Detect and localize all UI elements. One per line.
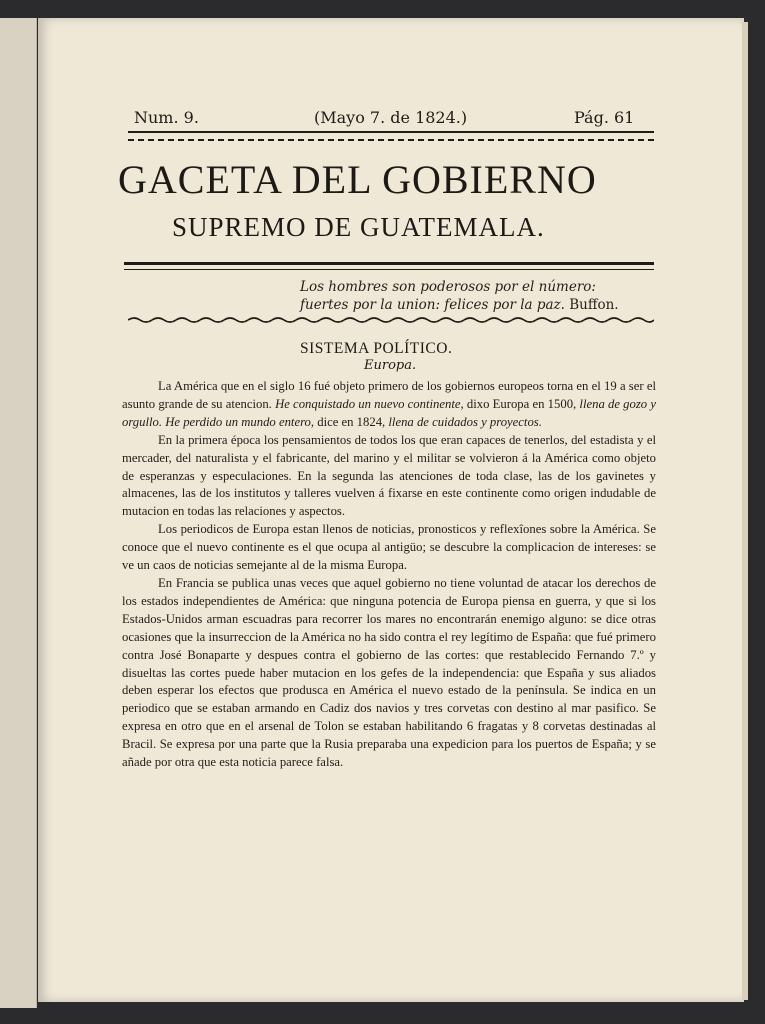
newspaper-title: GACETA DEL GOBIERNO	[118, 157, 597, 202]
facing-page-edge	[0, 18, 37, 1008]
paragraph-1-quote-b: llena de gozo y orgullo. He perdido un mundo entero	[122, 396, 656, 429]
ornamental-wave-rule	[128, 316, 654, 324]
page-stack-edge	[742, 22, 748, 1000]
section-subtitle: Europa.	[364, 358, 417, 373]
paragraph-1-part-c: , dixo Europa en 1500,	[460, 396, 580, 411]
masthead-header	[96, 108, 656, 132]
paragraph-1-part-a: La América que en el siglo 16 fué objeto primero de los gobiernos europeos torna en el 19 a ser el asunto grande de su atencion.	[122, 379, 656, 411]
paragraph-1	[122, 378, 656, 432]
motto-author: Buffon.	[569, 297, 619, 313]
paragraph-1-part-e: , dice en 1824,	[310, 414, 389, 429]
issue-number: Num. 9.	[134, 108, 199, 127]
newspaper-subtitle: SUPREMO DE GUATEMALA.	[172, 212, 545, 242]
paragraph-3: Los periodicos de Europa estan llenos de noticias, pronosticos y reflexîones sobre la América. Se conoce que el nuevo continente es el que ocupa al antigüo; se descubre la complicacion de intereses: se ve un caos de noticias semejante al de la misma Europa.	[122, 522, 656, 573]
page-number: Pág. 61	[574, 108, 635, 127]
paragraph-4: En Francia se publica unas veces que aquel gobierno no tiene voluntad de atacar los derechos de los estados independientes de América: que ninguna potencia de Europa piensa en guerra, y que si los Estados-Unidos arman escuadras para recorrer los mares no encontrarán enemigo alguno: se dice otras ocasiones que la insurreccion de la América no ha sido contra el rey legítimo de España: que fué primero contra José Bonaparte y despues contra el gobierno de las cortes: que restablecido Fernando 7.º y disueltas las cortes puede haber mutacion en los gefes de la independencia: que España y sus aliados deben esperar los efectos que produsca en América el nuevo estado de la península. Se indica en un periodico que se estaban armando en Cadiz dos navios y tres corvetas con destino al mar pasifico. Se expresa en otro que en el arsenal de Tolon se estaban habilitando 6 fragatas y 8 corvetas destinadas al Bracil. Se expresa por una parte que la Rusia preparaba una expedicion para los puertos de España; y se añade por otra que esta noticia parece falsa.	[122, 575, 656, 770]
motto-line-1: Los hombres son poderosos por el número:	[300, 279, 596, 295]
title-rule	[124, 262, 654, 270]
article-body	[122, 378, 656, 772]
motto	[300, 278, 656, 314]
paragraph-1-quote-c: llena de cuidados y proyectos.	[388, 414, 542, 429]
motto-line-2-text: fuertes por la union: felices por la paz.	[300, 297, 565, 313]
issue-date: (Mayo 7. de 1824.)	[314, 108, 468, 127]
paragraph-1-quote-a: He conquistado un nuevo continente	[275, 396, 461, 411]
motto-line-2	[300, 296, 656, 314]
section-title: SISTEMA POLÍTICO.	[300, 340, 453, 357]
paragraph-2: En la primera época los pensamientos de todos los que eran capaces de tenerlos, del estadista y el mercader, del naturalista y el fabricante, del marino y el militar se volvieron á la América como objeto de esperanzas y especulaciones. En la segunda las atenciones de toda clase, las de los gavinetes y almacenes, las de los institutos y talleres vuelven á fixarse en este continente como origen indudable de mutacion en todas las relaciones y aspectos.	[122, 432, 656, 519]
header-rule	[128, 131, 654, 141]
